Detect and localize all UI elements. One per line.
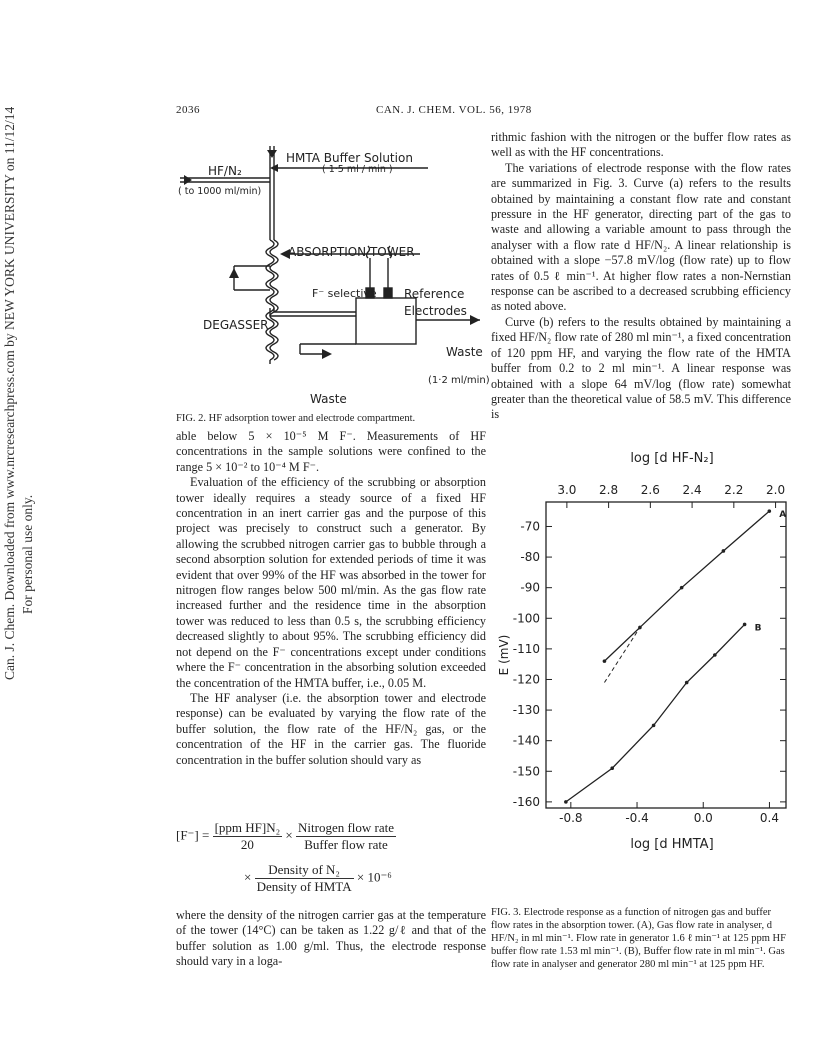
- y-tick-label: -100: [512, 611, 540, 626]
- fig2-hmta-flow-label: ( 1·5 ml / min ): [322, 164, 393, 175]
- y-tick-label: -110: [512, 641, 540, 656]
- y-tick-label: -130: [512, 703, 540, 718]
- fig2-f-selective-label: F⁻ selective: [312, 287, 377, 300]
- series-point-B: [685, 681, 689, 685]
- series-line-B: [566, 624, 745, 801]
- eq-times-1: ×: [285, 827, 293, 843]
- eq-fraction-3: $\frac{\text{Density of N₂}}{\text{Density of HMTA}}$: [256, 862, 352, 894]
- fig2-hf-n2-label: HF/N₂: [208, 164, 242, 178]
- left-paragraph-3: The HF analyser (i.e. the absorption tower and electrode response) can be evaluated by varying the flow rate of the buffer solution, the flow rate of the HF/N₂ gas, or the concentration of the HF in the carrier gas. The fluoride concentration in the buffer solution should vary as: [176, 690, 486, 767]
- right-paragraph-3: Curve (b) refers to the results obtained by maintaining a fixed HF/N₂ flow rate of 280 ml min⁻¹, a fixed concentration of 120 ppm HF, and varying the flow rate of the HMTA buffer from 0.2 to 2 ml min⁻¹. A linear response was obtained with a slope 64 mV/log (flow rate) somewhat greater than the theoretical value of 58.5 mV. This difference is: [491, 314, 791, 422]
- plot-frame: [546, 502, 786, 808]
- right-column: [491, 130, 791, 423]
- series-line-A: [604, 511, 769, 661]
- fig2-degasser-label: DEGASSER: [203, 318, 269, 332]
- y-tick-label: -70: [520, 519, 540, 534]
- eq-tail: × 10⁻⁶: [356, 869, 392, 885]
- series-point-B: [743, 623, 747, 627]
- series-point-B: [652, 724, 656, 728]
- x2-axis-label: log [d HF-N₂]: [630, 451, 714, 466]
- download-watermark: [2, 106, 38, 680]
- series-point-B: [610, 766, 614, 770]
- fig3-caption: FIG. 3. Electrode response as a function of nitrogen gas and buffer flow rates in the absorption tower. (A), Gas flow rate in analyser, d HF/N₂ in ml min⁻¹. Flow rate in generator 1.6 ℓ min⁻¹ at 125 ppm HF buffer flow rate 1.53 ml min⁻¹. (B), Buffer flow rate in ml min⁻¹. Gas flow rate in analyser and generator 280 ml min⁻¹ at 125 ppm HF.: [491, 907, 786, 970]
- fig2-electrodes-label: Electrodes: [404, 304, 467, 318]
- fig2-waste-right-flow: (1·2 ml/min): [428, 375, 490, 386]
- right-paragraph-2: The variations of electrode response with the flow rates are summarized in Fig. 3. Curve (a) refers to the results obtained by maintaining a constant flow rate and constant pressure in the HF generator, directing part of the gas to waste and allowing a variable amount to pass through the analyser with a flow rate d HF/N₂. A linear relationship is obtained with a slope −57.8 mV/log (flow rate) up to flow rates of 0.5 ℓ min⁻¹. At higher flow rates a non-Nernstian response can be ascribed to a decreased scrubbing efficiency as noted above.: [491, 160, 791, 314]
- eq-lhs: [F⁻] =: [176, 827, 210, 843]
- fig2-reference-label: Reference: [404, 287, 465, 301]
- y-tick-label: -160: [512, 794, 540, 809]
- y-tick-label: -120: [512, 672, 540, 687]
- series-label-B: B: [754, 623, 762, 634]
- left-paragraph-4: where the density of the nitrogen carrier gas at the temperature of the tower (14°C) can be taken as 1.22 g/ℓ and that of the buffer solution as 1.00 g/ml. Thus, the electrode response should vary in a loga-: [176, 908, 486, 969]
- x2-tick-label: 2.2: [724, 483, 744, 497]
- fig2-hmta-label: HMTA Buffer Solution: [286, 151, 413, 165]
- right-paragraph-1: rithmic fashion with the nitrogen or the buffer flow rates as well as with the HF concentrations.: [491, 130, 791, 160]
- equation-fluoride: [176, 820, 396, 853]
- watermark-line-2: For personal use only.: [20, 494, 35, 614]
- series-point-B: [713, 653, 717, 657]
- x-tick-label: -0.8: [559, 811, 583, 825]
- figure-3-chart: [490, 414, 795, 856]
- fig2-waste-right-label: Waste: [446, 345, 483, 359]
- left-column: [176, 429, 486, 768]
- series-label-A: A: [779, 510, 787, 521]
- x2-tick-label: 2.4: [682, 483, 702, 497]
- series-point-A: [680, 586, 684, 590]
- x-tick-label: 0.0: [693, 811, 713, 825]
- y-tick-label: -150: [512, 764, 540, 779]
- x2-tick-label: 3.0: [557, 483, 577, 497]
- fig2-absorption-label: ABSORPTION TOWER: [288, 245, 415, 259]
- x-axis-label: log [d HMTA]: [630, 837, 714, 852]
- x-tick-label: 0.4: [759, 811, 779, 825]
- x2-tick-label: 2.8: [599, 483, 619, 497]
- x-tick-label: -0.4: [625, 811, 649, 825]
- series-point-B: [564, 800, 568, 804]
- equation-density: [244, 862, 392, 895]
- watermark-line-1: Can. J. Chem. Downloaded from www.nrcresearchpress.com by NEW YORK UNIVERSITY on 11/12/14: [2, 106, 17, 680]
- fig2-caption: FIG. 2. HF adsorption tower and electrode compartment.: [176, 413, 416, 424]
- fig2-hf-flow-label: ( to 1000 ml/min): [178, 186, 262, 197]
- fig2-waste-bottom-label: Waste: [310, 392, 347, 406]
- left-paragraph-2: Evaluation of the efficiency of the scrubbing or absorption tower ideally requires a steady source of a fixed HF concentration in an inert carrier gas and the purpose of this project was precisely to construct such a generator. By allowing the scrubbed nitrogen carrier gas to bubble through a second absorption solution for extended periods of time it was evident that over 99% of the HF was absorbed in the tower for nitrogen flow ranges below 500 ml/min. As the gas flow rate increased further and the residence time in the absorption tower was reduced to less than 0.5 s, the scrubbing efficiency decreased slightly to about 95%. The scrubbing efficiency did not depend on the F⁻ concentrations except under conditions where the F⁻ concentration in the absorbing solution exceeded the concentration of the HMTA buffer, i.e., 0.05 M.: [176, 475, 486, 690]
- page-number: 2036: [176, 104, 200, 116]
- y-tick-label: -80: [520, 550, 540, 565]
- series-point-A: [722, 549, 726, 553]
- left-paragraph-1: able below 5 × 10⁻⁵ M F⁻. Measurements of HF concentrations in the sample solutions were confined to the range 5 × 10⁻² to 10⁻⁴ M F⁻.: [176, 429, 486, 474]
- series-point-A: [603, 659, 607, 663]
- eq-fraction-1: $\frac{\text{[ppm HF]N₂}}{20}$: [214, 820, 281, 852]
- journal-header: CAN. J. CHEM. VOL. 56, 1978: [376, 104, 532, 116]
- eq-times-2: ×: [244, 869, 252, 885]
- series-point-A: [768, 509, 772, 513]
- y-tick-label: -90: [520, 580, 540, 595]
- eq-fraction-2: $\frac{\text{Nitrogen flow rate}}{\text{Buffer flow rate}}$: [298, 820, 395, 852]
- y-axis-label: E (mV): [497, 634, 511, 676]
- x2-tick-label: 2.0: [766, 483, 786, 497]
- x2-tick-label: 2.6: [640, 483, 660, 497]
- extrapolation-line: [604, 627, 639, 682]
- y-tick-label: -140: [512, 733, 540, 748]
